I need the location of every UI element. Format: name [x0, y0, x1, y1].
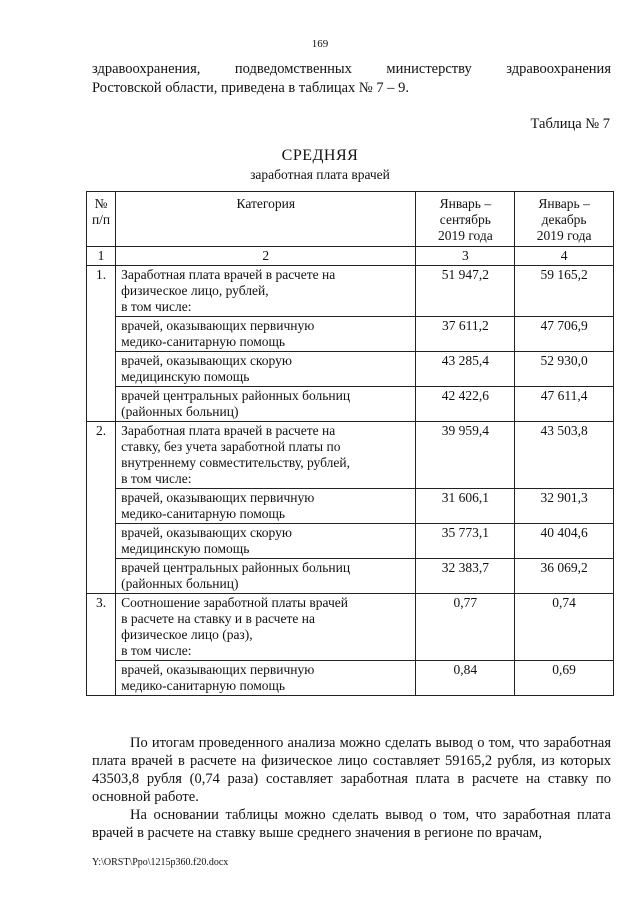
intro-paragraph	[92, 60, 611, 98]
column-number: 2	[116, 247, 416, 266]
category-cell	[116, 594, 416, 661]
header-category: Категория	[116, 192, 416, 247]
table-header-row	[87, 192, 614, 247]
page-number: 169	[311, 38, 329, 50]
category-line: врачей центральных районных больниц	[121, 560, 351, 575]
category-line: медико-санитарную помощь	[121, 678, 286, 693]
value-jan-dec-2019: 36 069,2	[515, 559, 614, 594]
conclusion-paragraph-1-text: По итогам проведенного анализа можно сделать вывод о том, что заработная плата врачей в расчете на физическое лицо составляет 59165,2 рубля, из которых 43503,8 рубля (0,74 раза) составляет заработная плата в расчете на ставку по основной работе.	[92, 735, 611, 805]
conclusion-paragraph-2-text: На основании таблицы можно сделать вывод о том, что заработная плата врачей в расчете на ставку выше среднего значения в регионе по врачам,	[92, 807, 611, 841]
category-line: в том числе:	[121, 471, 192, 486]
value-jan-sep-2019: 42 422,6	[416, 387, 515, 422]
table-subtitle: заработная плата врачей	[250, 167, 390, 182]
header-col4-line: декабрь	[541, 212, 587, 227]
table-row	[87, 387, 614, 422]
conclusion-paragraph-1	[92, 734, 611, 806]
value-jan-sep-2019: 31 606,1	[416, 489, 515, 524]
category-line: врачей центральных районных больниц	[121, 388, 351, 403]
value-jan-sep-2019: 39 959,4	[416, 422, 515, 489]
header-col4-line: 2019 года	[536, 228, 592, 243]
category-line: медицинскую помощь	[121, 541, 250, 556]
intro-word: подведомственных	[234, 61, 352, 77]
category-cell	[116, 559, 416, 594]
category-line: медико-санитарную помощь	[121, 334, 286, 349]
value-jan-sep-2019: 51 947,2	[416, 266, 515, 317]
value-jan-dec-2019: 0,69	[515, 661, 614, 696]
category-line: физическое лицо, рублей,	[121, 283, 269, 298]
intro-word: здравоохранения,	[92, 61, 201, 77]
category-cell	[116, 387, 416, 422]
category-line: в том числе:	[121, 299, 192, 314]
header-col3-line: сентябрь	[439, 212, 491, 227]
value-jan-dec-2019: 52 930,0	[515, 352, 614, 387]
table-row	[87, 317, 614, 352]
column-number: 4	[515, 247, 614, 266]
category-line: (районных больниц)	[121, 576, 239, 591]
table-title: СРЕДНЯЯ	[281, 147, 359, 164]
table-row	[87, 524, 614, 559]
section-number: 3.	[87, 594, 116, 696]
category-line: в расчете на ставку и в расчете на	[121, 611, 315, 626]
category-line: физическое лицо (раз),	[121, 627, 253, 642]
section-number: 1.	[87, 266, 116, 422]
section-number: 2.	[87, 422, 116, 594]
header-num-line: п/п	[91, 212, 111, 227]
value-jan-sep-2019: 35 773,1	[416, 524, 515, 559]
value-jan-dec-2019: 32 901,3	[515, 489, 614, 524]
value-jan-sep-2019: 0,84	[416, 661, 515, 696]
category-line: медико-санитарную помощь	[121, 506, 286, 521]
column-number-row	[87, 247, 614, 266]
table-row	[87, 594, 614, 661]
intro-word: здравоохранения	[506, 61, 611, 77]
table-label: Таблица № 7	[530, 116, 610, 132]
file-path-footer: Y:\ORST\Ppo\1215p360.f20.docx	[92, 857, 229, 868]
header-col4	[515, 192, 614, 247]
category-line: ставку, без учета заработной платы по	[121, 439, 341, 454]
header-col3	[416, 192, 515, 247]
salary-table	[86, 191, 614, 696]
category-cell	[116, 661, 416, 696]
header-num	[87, 192, 116, 247]
category-cell	[116, 317, 416, 352]
table-row	[87, 489, 614, 524]
value-jan-sep-2019: 32 383,7	[416, 559, 515, 594]
category-line: врачей, оказывающих первичную	[121, 318, 315, 333]
header-col3-line: Январь –	[439, 196, 492, 211]
category-cell	[116, 489, 416, 524]
value-jan-sep-2019: 43 285,4	[416, 352, 515, 387]
value-jan-dec-2019: 47 706,9	[515, 317, 614, 352]
category-line: (районных больниц)	[121, 404, 239, 419]
table-row	[87, 352, 614, 387]
column-number: 3	[416, 247, 515, 266]
intro-word: министерству	[386, 61, 472, 77]
category-cell	[116, 266, 416, 317]
value-jan-dec-2019: 47 611,4	[515, 387, 614, 422]
intro-line-1	[92, 60, 611, 79]
category-line: Заработная плата врачей в расчете на	[121, 423, 336, 438]
category-line: в том числе:	[121, 643, 192, 658]
intro-line-2: Ростовской области, приведена в таблицах № 7 – 9.	[92, 80, 410, 96]
table-row	[87, 266, 614, 317]
category-cell	[116, 524, 416, 559]
category-line: внутреннему совместительству, рублей,	[121, 455, 350, 470]
category-line: врачей, оказывающих скорую	[121, 353, 292, 368]
category-cell	[116, 422, 416, 489]
value-jan-sep-2019: 37 611,2	[416, 317, 515, 352]
category-line: врачей, оказывающих первичную	[121, 662, 315, 677]
table-row	[87, 661, 614, 696]
header-num-line: №	[94, 196, 108, 211]
value-jan-dec-2019: 40 404,6	[515, 524, 614, 559]
category-line: медицинскую помощь	[121, 369, 250, 384]
category-line: Заработная плата врачей в расчете на	[121, 267, 336, 282]
column-number: 1	[87, 247, 116, 266]
value-jan-dec-2019: 43 503,8	[515, 422, 614, 489]
header-col3-line: 2019 года	[437, 228, 493, 243]
conclusion-paragraph-2	[92, 806, 611, 842]
category-line: Соотношение заработной платы врачей	[121, 595, 349, 610]
category-cell	[116, 352, 416, 387]
value-jan-dec-2019: 59 165,2	[515, 266, 614, 317]
value-jan-sep-2019: 0,77	[416, 594, 515, 661]
header-col4-line: Январь –	[538, 196, 590, 211]
table-row	[87, 422, 614, 489]
category-line: врачей, оказывающих первичную	[121, 490, 315, 505]
value-jan-dec-2019: 0,74	[515, 594, 614, 661]
table-row	[87, 559, 614, 594]
category-line: врачей, оказывающих скорую	[121, 525, 292, 540]
